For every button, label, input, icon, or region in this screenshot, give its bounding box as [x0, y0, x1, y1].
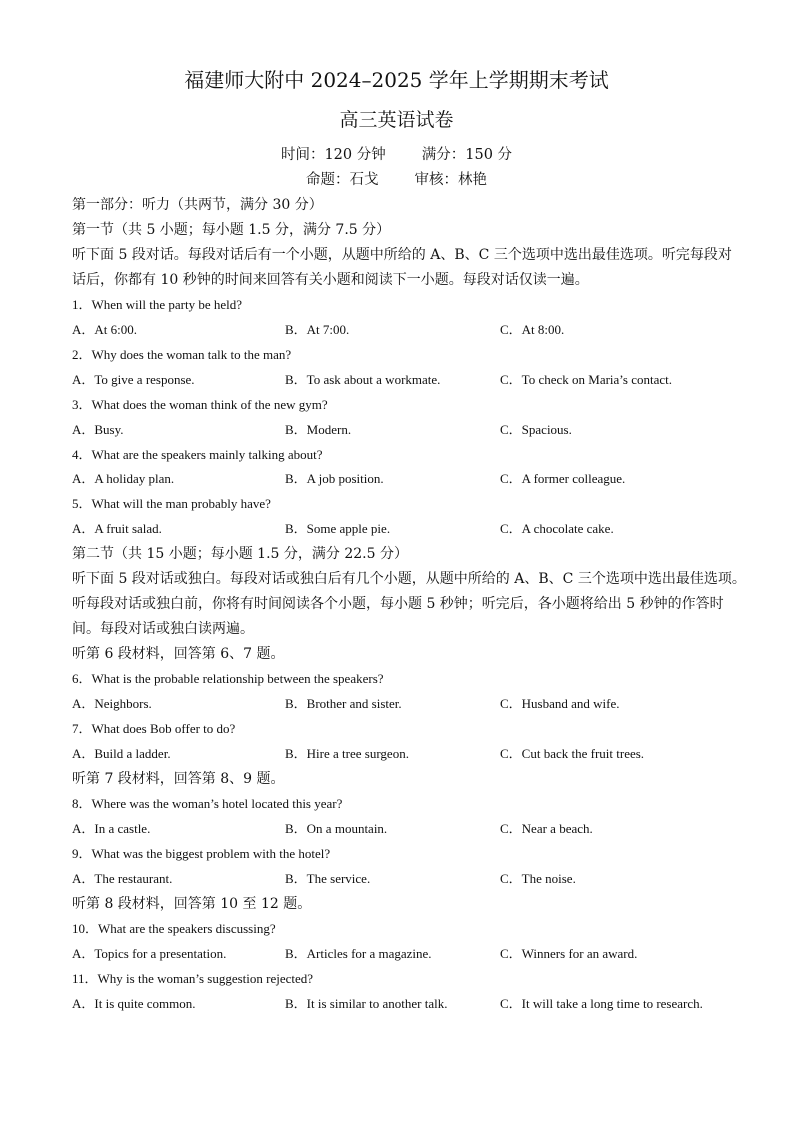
- option-c: C．Near a beach.: [500, 821, 593, 836]
- option-b: B．A job position.: [285, 471, 384, 486]
- option-c: C．A chocolate cake.: [500, 521, 614, 536]
- option-b: B．Modern.: [285, 422, 352, 437]
- options-6: [72, 694, 732, 714]
- section2-instruction-line: 听每段对话或独白前，你将有时间阅读各个小题，每小题 5 秒钟；听完后，各小题将给出 5 秒钟的作答时: [72, 596, 724, 612]
- material-7-note: 听第 7 段材料，回答第 8、9 题。: [72, 771, 285, 787]
- section1-instruction-line: 话后，你都有 10 秒钟的时间来回答有关小题和阅读下一小题。每段对话仅读一遍。: [72, 272, 589, 288]
- question-5: 5．What will the man probably have?: [72, 496, 271, 511]
- exam-score: 满分：150 分: [421, 147, 513, 163]
- option-c: C．It will take a long time to research.: [500, 996, 703, 1011]
- options-4: [72, 469, 732, 489]
- option-a: A．Topics for a presentation.: [72, 946, 227, 961]
- option-a: A．A holiday plan.: [72, 471, 175, 486]
- exam-reviewer: 审核：林艳: [414, 172, 487, 188]
- option-a: A．The restaurant.: [72, 871, 173, 886]
- options-5: [72, 519, 732, 539]
- options-3: [72, 420, 732, 440]
- section1-heading: 第一节（共 5 小题；每小题 1.5 分，满分 7.5 分）: [72, 222, 391, 238]
- exam-time: 时间：120 分钟: [280, 147, 386, 163]
- option-a: A．It is quite common.: [72, 996, 196, 1011]
- option-b: B．The service.: [285, 871, 371, 886]
- question-1: 1．When will the party be held?: [72, 297, 243, 312]
- option-c: C．Spacious.: [500, 422, 572, 437]
- material-6-note: 听第 6 段材料，回答第 6、7 题。: [72, 646, 285, 662]
- option-a: A．At 6:00.: [72, 322, 138, 337]
- options-9: [72, 869, 732, 889]
- section1-instruction-line: 听下面 5 段对话。每段对话后有一个小题，从题中所给的 A、B、C 三个选项中选出最佳选项。听完每段对: [72, 247, 732, 263]
- question-3: 3．What does the woman think of the new gym?: [72, 397, 328, 412]
- option-a: A．To give a response.: [72, 372, 195, 387]
- question-9: 9．What was the biggest problem with the hotel?: [72, 846, 331, 861]
- options-2: [72, 370, 732, 390]
- options-10: [72, 944, 732, 964]
- material-8-note: 听第 8 段材料，回答第 10 至 12 题。: [72, 896, 312, 912]
- time-score-line: [0, 145, 793, 165]
- option-a: A．In a castle.: [72, 821, 151, 836]
- exam-subtitle: 高三英语试卷: [339, 109, 454, 131]
- question-10: 10．What are the speakers discussing?: [72, 921, 276, 936]
- option-a: A．Neighbors.: [72, 696, 152, 711]
- options-8: [72, 819, 732, 839]
- part1-heading: 第一部分：听力（共两节，满分 30 分）: [72, 197, 323, 213]
- options-7: [72, 744, 732, 764]
- option-b: B．Brother and sister.: [285, 696, 402, 711]
- option-b: B．At 7:00.: [285, 322, 350, 337]
- options-11: [72, 994, 732, 1014]
- option-c: C．Husband and wife.: [500, 696, 620, 711]
- question-6: 6．What is the probable relationship between the speakers?: [72, 671, 384, 686]
- option-b: B．Hire a tree surgeon.: [285, 746, 409, 761]
- option-a: A．Busy.: [72, 422, 124, 437]
- exam-author: 命题：石戈: [306, 172, 379, 188]
- exam-title: 福建师大附中 2024–2025 学年上学期期末考试: [184, 68, 609, 92]
- option-b: B．To ask about a workmate.: [285, 372, 441, 387]
- section2-instruction-line: 听下面 5 段对话或独白。每段对话或独白后有几个小题，从题中所给的 A、B、C 三个选项中选出最佳选项。: [72, 571, 746, 587]
- option-b: B．Articles for a magazine.: [285, 946, 432, 961]
- section2-heading: 第二节（共 15 小题；每小题 1.5 分，满分 22.5 分）: [72, 546, 408, 562]
- question-11: 11．Why is the woman’s suggestion rejected?: [72, 971, 314, 986]
- option-a: A．A fruit salad.: [72, 521, 162, 536]
- option-b: B．On a mountain.: [285, 821, 388, 836]
- option-c: C．To check on Maria’s contact.: [500, 372, 673, 387]
- option-c: C．A former colleague.: [500, 471, 626, 486]
- option-b: B．It is similar to another talk.: [285, 996, 448, 1011]
- question-4: 4．What are the speakers mainly talking about?: [72, 447, 323, 462]
- option-c: C．Winners for an award.: [500, 946, 638, 961]
- option-c: C．Cut back the fruit trees.: [500, 746, 645, 761]
- options-1: [72, 320, 732, 340]
- option-c: C．The noise.: [500, 871, 576, 886]
- option-a: A．Build a ladder.: [72, 746, 171, 761]
- author-line: [0, 170, 793, 190]
- section2-instruction-line: 间。每段对话或独白读两遍。: [72, 621, 254, 637]
- question-2: 2．Why does the woman talk to the man?: [72, 347, 292, 362]
- option-b: B．Some apple pie.: [285, 521, 391, 536]
- question-7: 7．What does Bob offer to do?: [72, 721, 236, 736]
- question-8: 8．Where was the woman’s hotel located this year?: [72, 796, 343, 811]
- option-c: C．At 8:00.: [500, 322, 565, 337]
